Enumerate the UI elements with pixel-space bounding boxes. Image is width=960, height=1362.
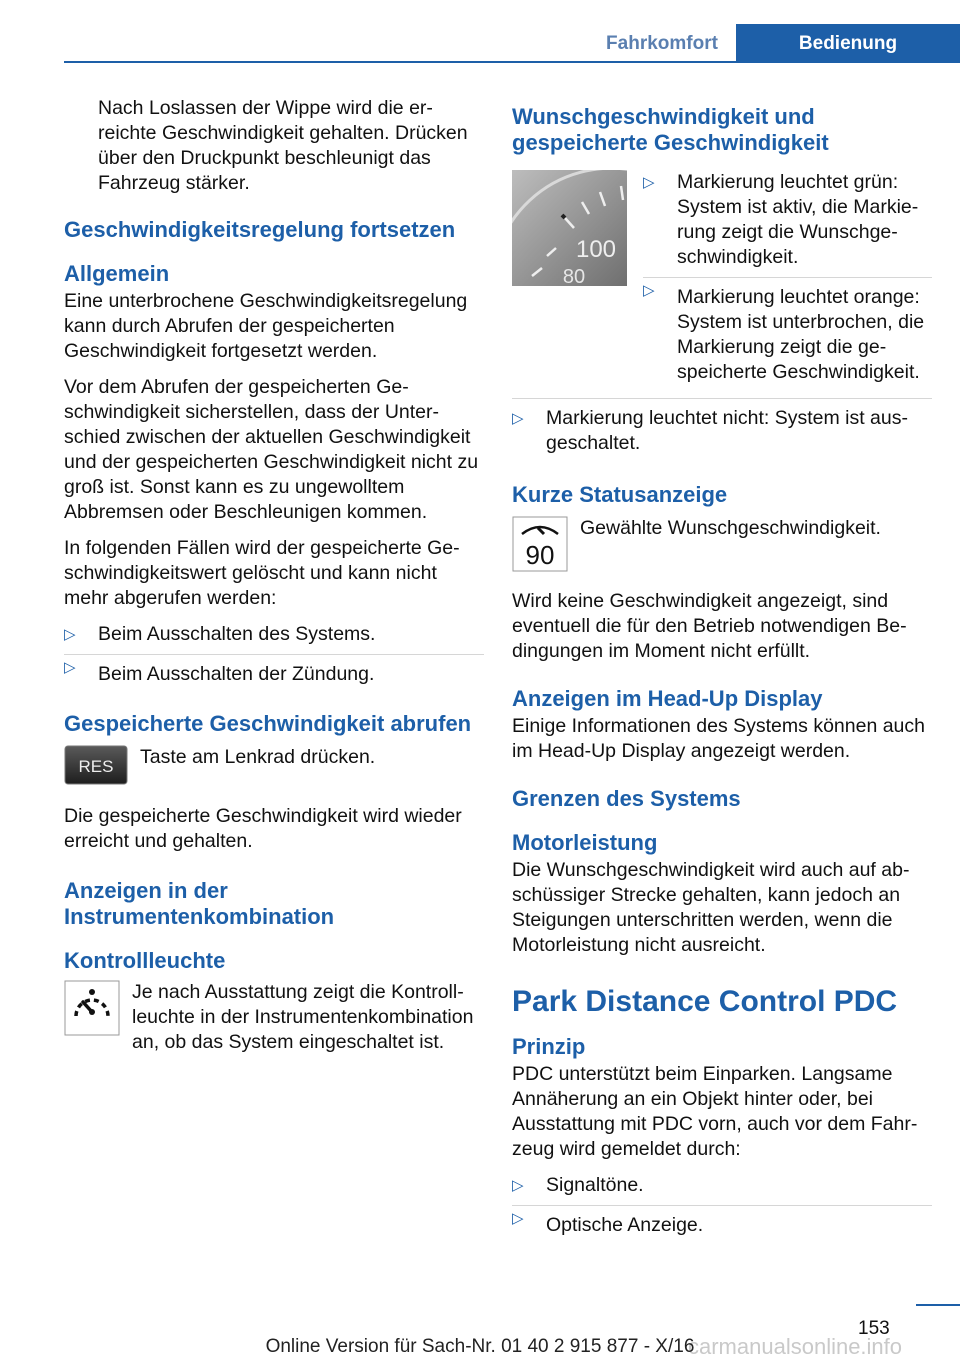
speed-status-icon [512,516,568,577]
heading-kontrollleuchte: Kontrollleuchte [64,948,226,973]
heading-kurz: Kurze Statusanzeige [512,482,728,507]
list-item: ▷ Markierung leuchtet nicht: System ist ausgeschaltet. [512,407,908,454]
heading-abrufen: Gespeicherte Geschwindigkeit abrufen [64,711,472,736]
triangle-bullet-icon: ▷ [512,410,524,427]
svg-text:90: 90 [525,540,555,570]
res-figure-row [64,745,484,794]
header-rule [64,61,960,63]
heading-head-up: Anzeigen im Head-Up Display [512,686,823,711]
left-column [64,96,484,1066]
paragraph-keine-geschwindigkeit: Wird keine Geschwindigkeit angezeigt, sind eventuell die für den Betrieb notwendigen Bedingungen im Moment nicht erfüllt. [512,590,907,662]
triangle-bullet-icon: ▷ [512,1177,524,1194]
list-item: ▷ Beim Ausschalten des Systems. [64,623,376,645]
paragraph-folgende-faelle: In folgenden Fällen wird der gespeicherte Geschwindigkeitswert gelöscht und kann nicht mehr abgerufen werden: [64,537,460,609]
list-item: ▷ Optische Anzeige. [512,1205,932,1238]
list-item: ▷ Beim Ausschalten der Zündung. [64,654,484,687]
kontroll-text: Je nach Ausstattung zeigt die Kontrollleuchte in der Instrumentenkombination an, ob das System eingeschaltet ist. [132,981,474,1053]
list-item: ▷ Signaltöne. [512,1174,644,1196]
speedometer-indicator-icon [64,980,120,1041]
svg-text:100: 100 [575,236,617,263]
footer-text: Online Version für Sach-Nr. 01 40 2 915 877 - X/16 [265,1336,695,1357]
triangle-bullet-icon: ▷ [64,626,76,643]
paragraph-head-up: Einige Informationen des Systems können auch im Head-Up Display angezeigt werden. [512,715,925,762]
heading-motorleistung: Motorleistung [512,830,658,855]
svg-text:RES: RES [78,757,114,776]
paragraph-vor-abrufen: Vor dem Abrufen der gespeicherten Geschwindigkeit sicherstellen, dass der Unterschied zwischen der aktuellen Geschwindigkeit und der gespeicherten Geschwindigkeit nicht zu groß ist. Sonst kann es zu ungewolltem Abbremsen oder Beschleunigen kommen. [64,376,479,523]
list-loeschen [64,622,484,687]
heading-fortsetzen: Geschwindigkeitsregelung fortsetzen [64,217,456,242]
heading-pdc: Park Distance Control PDC [512,985,898,1018]
heading-grenzen: Grenzen des Systems [512,786,741,811]
watermark: carmanualsonline.info [688,1334,903,1359]
triangle-bullet-icon: ▷ [643,282,655,299]
triangle-bullet-icon: ▷ [512,1210,524,1227]
header-chapter-tab: Bedienung [736,24,960,63]
heading-prinzip: Prinzip [512,1034,586,1059]
intro-paragraph: Nach Loslassen der Wippe wird die erreichte Geschwindigkeit gehalten. Drücken über den Druckpunkt beschleunigt das Fahrzeug stärker. [98,97,468,194]
header-section-tab: Fahrkomfort [588,24,736,63]
paragraph-motorleistung: Die Wunschgeschwindigkeit wird auch auf abschüssiger Strecke gehalten, kann jedoch an Steigungen unterschritten werden, wenn die Motorleistung nicht ausreicht. [512,859,910,956]
res-button-icon [64,745,128,790]
svg-text:80: 80 [562,266,586,286]
kurz-text: Gewählte Wunschgeschwindigkeit. [580,517,881,539]
triangle-bullet-icon: ▷ [643,174,655,191]
list-item: ▷ Markierung leuchtet orange: System ist unterbrochen, die Markierung zeigt die gespeicherte Geschwindigkeit. [643,277,932,385]
paragraph-pdc: PDC unterstützt beim Einparken. Langsame Annäherung an ein Objekt hinter oder, bei Ausstattung mit PDC vorn, auch vor dem Fahrzeug wird gemeldet durch: [512,1063,918,1160]
speedometer-image [512,170,627,291]
footer-rule [916,1304,960,1306]
list-item: ▷ Markierung leuchtet grün: System ist aktiv, die Markierung zeigt die Wunschgeschwindigkeit. [643,171,919,268]
right-column [512,96,932,1248]
list-wunsch [643,170,932,392]
paragraph-unterbrochen: Eine unterbrochene Geschwindigkeitsregelung kann durch Abrufen der gespeicherten Geschwindigkeit fortgesetzt werden. [64,290,468,362]
paragraph-wieder-erreicht: Die gespeicherte Geschwindigkeit wird wieder erreicht und gehalten. [64,805,462,852]
status-figure-row [512,516,932,581]
triangle-bullet-icon: ▷ [64,659,76,676]
heading-allgemein: Allgemein [64,261,170,286]
res-text: Taste am Lenkrad drücken. [140,746,376,768]
heading-anzeigen-instrument: Anzeigen in der Instrumentenkombination [64,878,335,929]
list-pdc [512,1173,932,1238]
list-nicht [512,398,932,456]
heading-wunsch: Wunschgeschwindigkeit und gespeicherte Geschwindigkeit [512,104,829,155]
page-number: 153 [858,1318,890,1339]
speedo-figure-row [512,170,932,392]
kontroll-figure-row [64,980,484,1066]
